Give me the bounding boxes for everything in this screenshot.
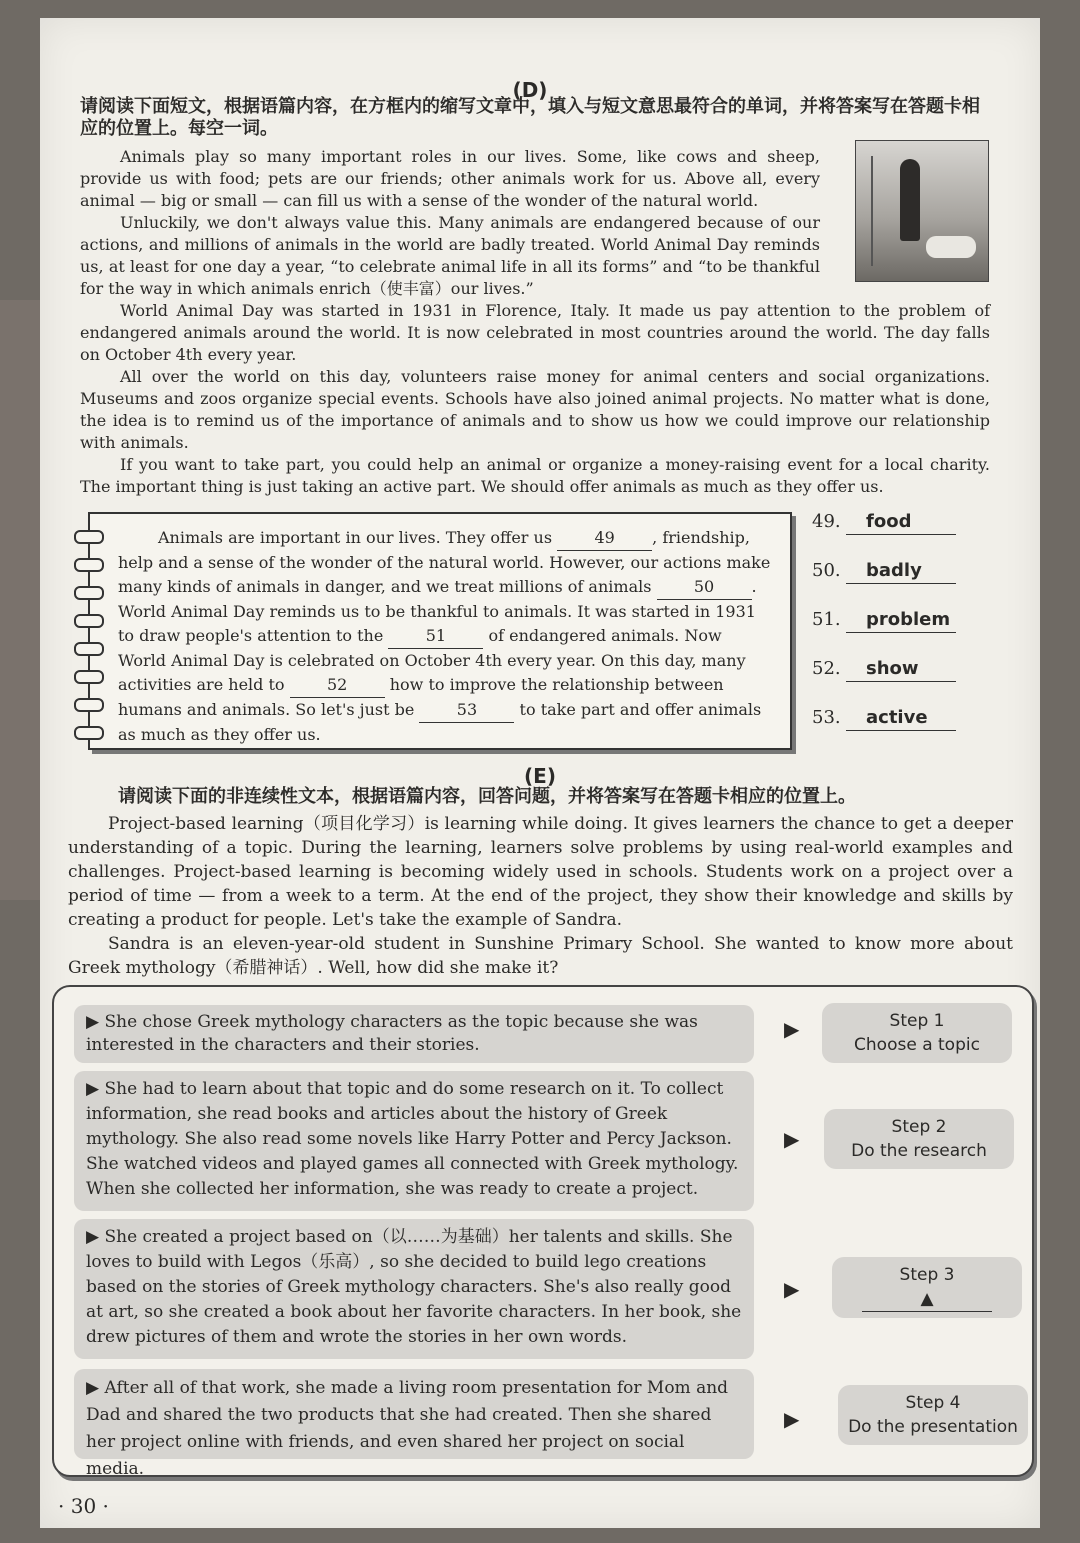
summary-part: Animals are important in our lives. They offer us [158,528,553,547]
woman-with-guide-dog-photo [855,140,989,282]
section-e-title: (E) [524,764,556,788]
ring-icon [74,726,104,740]
blank-50[interactable]: 50 [657,575,752,600]
answer-value[interactable]: active [846,706,956,731]
lamp-post [871,156,873,266]
blank-51[interactable]: 51 [388,624,483,649]
answer-row [812,510,982,559]
summary-box [88,512,792,750]
summary-part: how to improve the relationship between humans and animals. So let's just be [118,675,724,719]
step-3-label [832,1257,1022,1318]
ring-icon [74,642,104,656]
step-2-label [824,1109,1014,1169]
step-4-label [838,1385,1028,1445]
answer-number: 51. [812,609,841,630]
passage-paragraph: Sandra is an eleven-year-old student in Sunshine Primary School. She wanted to know more about Greek mythology（希腊神话）. Well, how did she make it? [68,934,1013,978]
ring-icon [74,698,104,712]
step-3-blank[interactable]: ▲ [862,1287,992,1312]
section-e-passage [68,812,1013,980]
ring-icon [74,614,104,628]
ring-icon [74,670,104,684]
notebook-rings [74,530,104,754]
ring-icon [74,586,104,600]
dog-figure [926,236,976,258]
blank-53[interactable]: 53 [419,698,514,723]
answer-value[interactable]: show [846,657,956,682]
answer-row [812,608,982,657]
arrow-right-icon: ▶ [784,1277,800,1301]
section-d-instruction: 请阅读下面短文，根据语篇内容，在方框内的缩写文章中，填入与短文意思最符合的单词，并将答案写在答题卡相应的位置上。每空一词。 [80,96,980,139]
summary-part: of endangered animals. Now World Animal Day is celebrated on October 4th every year. On this day, many activities are held to [118,626,746,694]
step-number: Step 4 [905,1393,961,1413]
answer-row [812,559,982,608]
section-e-instruction: 请阅读下面的非连续性文本，根据语篇内容，回答问题，并将答案写在答题卡相应的位置上。 [118,786,856,807]
page-edge-shadow [0,300,40,900]
passage-paragraph: All over the world on this day, volunteers raise money for animal centers and social organizations. Museums and zoos organize special events. Schools have also joined animal projects. No matter what is done, the idea is to remind us of the importance of animals and to show us how we could improve our relationship with animals. [80,367,990,452]
answer-number: 53. [812,707,841,728]
blank-52[interactable]: 52 [290,673,385,698]
step-3-description: ▶ She created a project based on（以……为基础）her talents and skills. She loves to build with Legos（乐高）, so she decided to build lego creations based on the stories of Greek mythology characters. She's also really good at art, so she created a book about her favorite characters. In her book, she drew pictures of them and wrote the stories in her own words. [74,1219,754,1359]
answer-row [812,657,982,706]
steps-flowchart [52,985,1034,1477]
summary-text [118,526,773,747]
section-d-passage [80,146,990,498]
passage-paragraph: Animals play so many important roles in our lives. Some, like cows and sheep, provide us with food; pets are our friends; other animals work for us. Above all, every animal — big or small — can fill us with a sense of the wonder of the natural world. [80,147,820,210]
passage-paragraph: If you want to take part, you could help an animal or organize a money-raising event for a local charity. The important thing is just taking an active part. We should offer animals as much as they offer us. [80,455,990,496]
answer-number: 50. [812,560,841,581]
answer-value[interactable]: badly [846,559,956,584]
answer-value[interactable]: problem [846,608,956,633]
passage-paragraph: Unluckily, we don't always value this. Many animals are endangered because of our actions, and millions of animals in the world are badly treated. World Animal Day reminds us, at least for one day a year, “to celebrate animal life in all its forms” and “to be thankful for the way in which animals enrich（使丰富）our lives.” [80,213,820,298]
summary-part: . World Animal Day reminds us to be thankful to animals. It was started in 1931 to draw people's attention to the [118,577,757,645]
answer-value[interactable]: food [846,510,956,535]
step-number: Step 1 [889,1011,945,1031]
step-2-description: ▶ She had to learn about that topic and do some research on it. To collect information, she read books and articles about the history of Greek mythology. She also read some novels like Harry Potter and Percy Jackson. She watched videos and played games all connected with Greek mythology. When she collected her information, she was ready to create a project. [74,1071,754,1211]
step-1-description: ▶ She chose Greek mythology characters as the topic because she was interested in the characters and their stories. [74,1005,754,1063]
woman-figure [900,159,920,241]
step-number: Step 2 [891,1117,947,1137]
summary-part: , friendship, help and a sense of the wonder of the natural world. However, our actions make many kinds of animals in danger, and we treat millions of animals [118,528,771,596]
ring-icon [74,558,104,572]
answer-list [812,510,982,755]
step-name: Do the presentation [848,1417,1018,1437]
passage-paragraph: World Animal Day was started in 1931 in Florence, Italy. It made us pay attention to the problem of endangered animals around the world. It is now celebrated in most countries around the world. The day falls on October 4th every year. [80,301,990,364]
blank-49[interactable]: 49 [557,526,652,551]
step-name: Choose a topic [854,1035,980,1055]
arrow-right-icon: ▶ [784,1407,800,1431]
step-number: Step 3 [899,1265,955,1285]
answer-number: 49. [812,511,841,532]
summary-part: to take part and offer animals as much as they offer us. [118,700,762,744]
section-d-title: (D) [512,78,548,102]
ring-icon [74,530,104,544]
step-4-description: ▶ After all of that work, she made a living room presentation for Mom and Dad and shared the two products that she had created. Then she shared her project online with friends, and even shared her project on social media. [74,1369,754,1459]
answer-row [812,706,982,755]
page-number: · 30 · [58,1494,109,1518]
arrow-right-icon: ▶ [784,1127,800,1151]
arrow-right-icon: ▶ [784,1017,800,1041]
step-1-label [822,1003,1012,1063]
answer-number: 52. [812,658,841,679]
step-name: Do the research [851,1141,987,1161]
passage-paragraph: Project-based learning（项目化学习）is learning while doing. It gives learners the chance to get a deeper understanding of a topic. During the learning, learners solve problems by using real-world examples and challenges. Project-based learning is becoming widely used in schools. Students work on a project over a period of time — from a week to a term. At the end of the project, they show their knowledge and skills by creating a product for people. Let's take the example of Sandra. [68,814,1013,930]
